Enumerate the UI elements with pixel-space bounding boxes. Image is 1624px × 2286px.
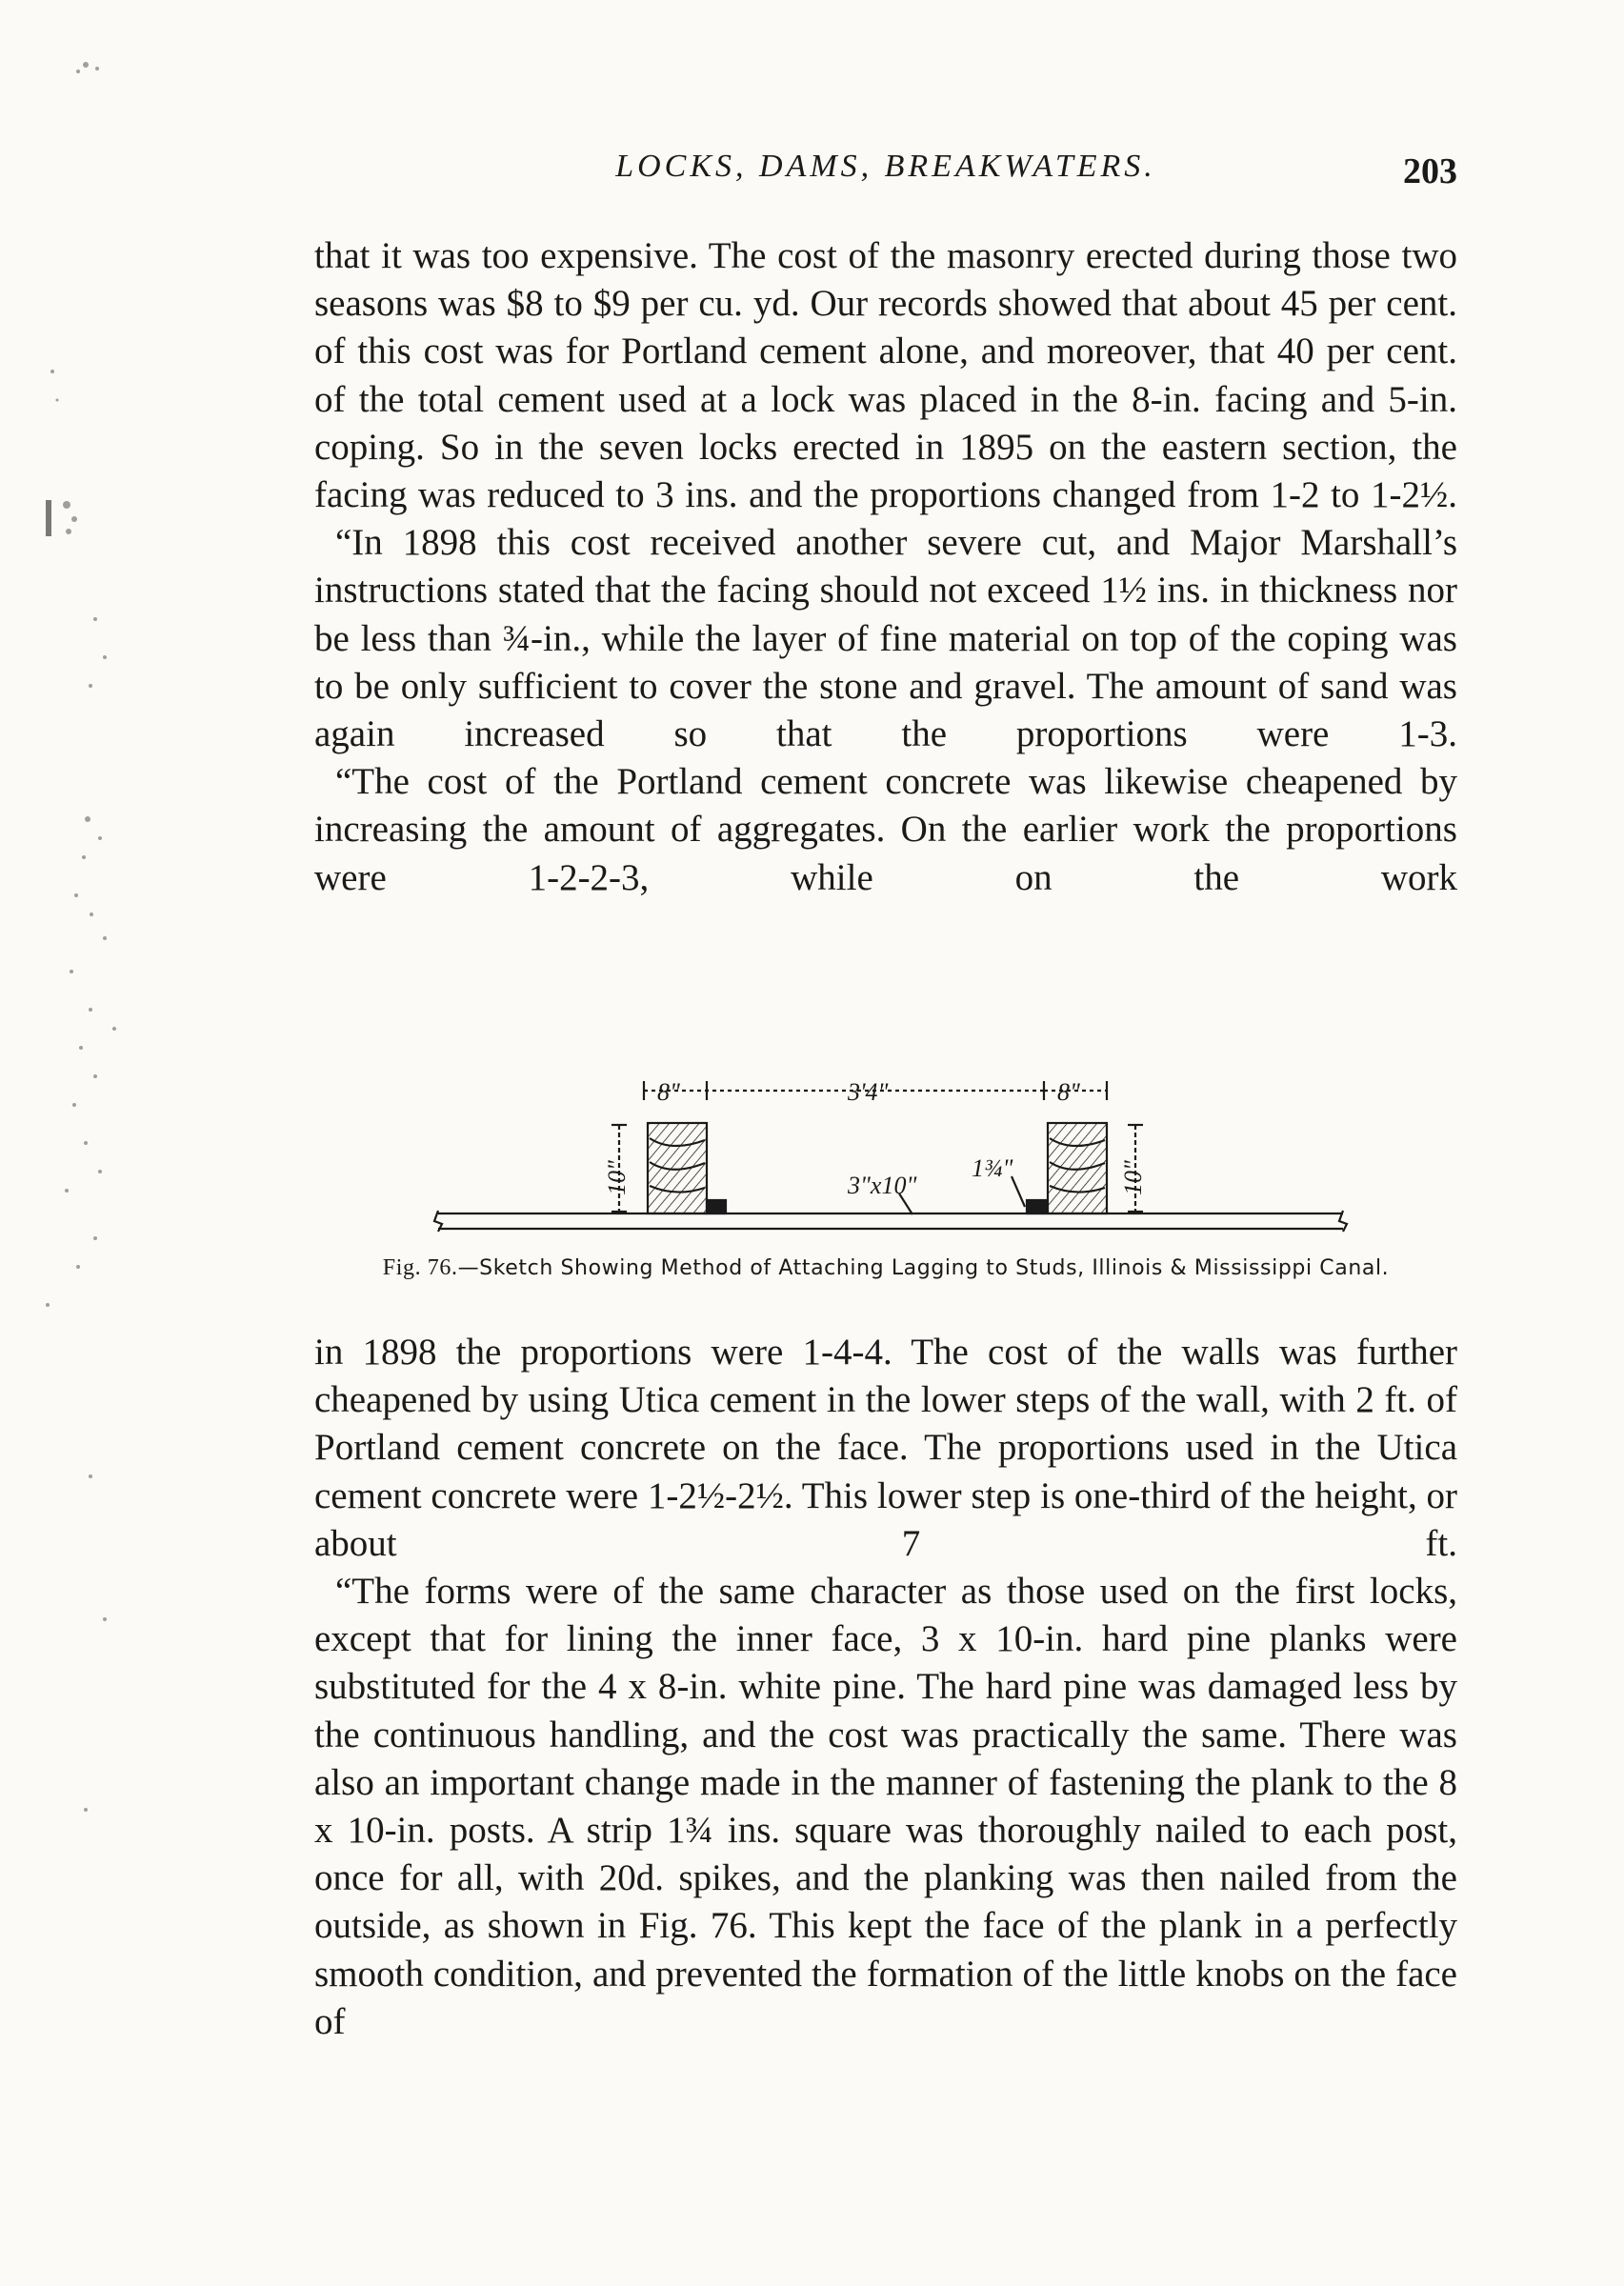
right-post xyxy=(1048,1123,1107,1213)
label-plank: 3"x10" xyxy=(848,1172,917,1199)
left-post xyxy=(648,1123,707,1213)
page-number: 203 xyxy=(1403,151,1457,191)
body-text-bottom xyxy=(314,1329,1457,2046)
left-margin-specks xyxy=(0,0,162,2286)
running-title: LOCKS, DAMS, BREAKWATERS. xyxy=(615,149,1156,184)
body-text-top xyxy=(314,232,1457,902)
label-left-height: 10" xyxy=(603,1160,631,1195)
paragraph-4: in 1898 the proportions were 1-4-4. The cost of the walls was further cheapened by using Utica cement in the lower steps of the wall, with 2 ft. of Portland cement concrete on the face. The proportions used in the Utica cement concrete were 1-2½-2½. This lower step is one-third of the height, or about 7 ft. xyxy=(314,1332,1457,1564)
figure-caption xyxy=(314,1255,1457,1281)
paragraph-2: “In 1898 this cost received another severe cut, and Major Marshall’s instructions stated that the facing should not exceed 1½ ins. in thickness nor be less than ¾-in., while the layer of fine material on top of the coping was to be only sufficient to cover the stone and gravel. The amount of sand was again increased so that the proportions were 1-3. xyxy=(314,522,1457,755)
label-right-height: 10" xyxy=(1119,1160,1147,1195)
label-strip: 1¾" xyxy=(972,1154,1013,1182)
strip-leader xyxy=(1012,1176,1025,1207)
left-strip xyxy=(707,1200,726,1213)
paragraph-3: “The cost of the Portland cement concrete was likewise cheapened by increasing the amount of aggregates. On the earlier work the proportions were 1-2-2-3, while on the work xyxy=(314,761,1457,898)
label-left-width: 8" xyxy=(657,1078,680,1106)
label-right-width: 8" xyxy=(1057,1078,1080,1106)
caption-text: —Sketch Showing Method of Attaching Lagging to Studs, Illinois & Mississippi Canal. xyxy=(457,1256,1390,1280)
paragraph-1: that it was too expensive. The cost of the masonry erected during those two seasons was $8 to $9 per cu. yd. Our records showed that about 45 per cent. of this cost was for Portland cement alone, and moreover, that 40 per cent. of the total cement used at a lock was placed in the 8-in. facing and 5-in. coping. So in the seven locks erected in 1895 on the eastern section, the facing was reduced to 3 ins. and the proportions changed from 1-2 to 1-2½. xyxy=(314,235,1457,516)
right-strip xyxy=(1027,1200,1046,1213)
figure-76-drawing xyxy=(314,1072,1457,1262)
paragraph-5: “The forms were of the same character as those used on the first locks, except that for lining the inner face, 3 x 10-in. hard pine planks were substituted for the 4 x 8-in. white pine. The hard pine was damaged less by the continuous handling, and the cost was practically the same. There was also an important change made in the manner of fastening the plank to the 8 x 10-in. posts. A strip 1¾ ins. square was thoroughly nailed to each post, once for all, with 20d. spikes, and the planking was then nailed from the outside, as shown in Fig. 76. This kept the face of the plank in a perfectly smooth condition, and prevented the formation of the little knobs on the face of xyxy=(314,1571,1457,2042)
running-head xyxy=(314,149,1457,206)
caption-label: Fig. 76. xyxy=(382,1255,458,1280)
label-span: 3'4" xyxy=(848,1078,889,1106)
